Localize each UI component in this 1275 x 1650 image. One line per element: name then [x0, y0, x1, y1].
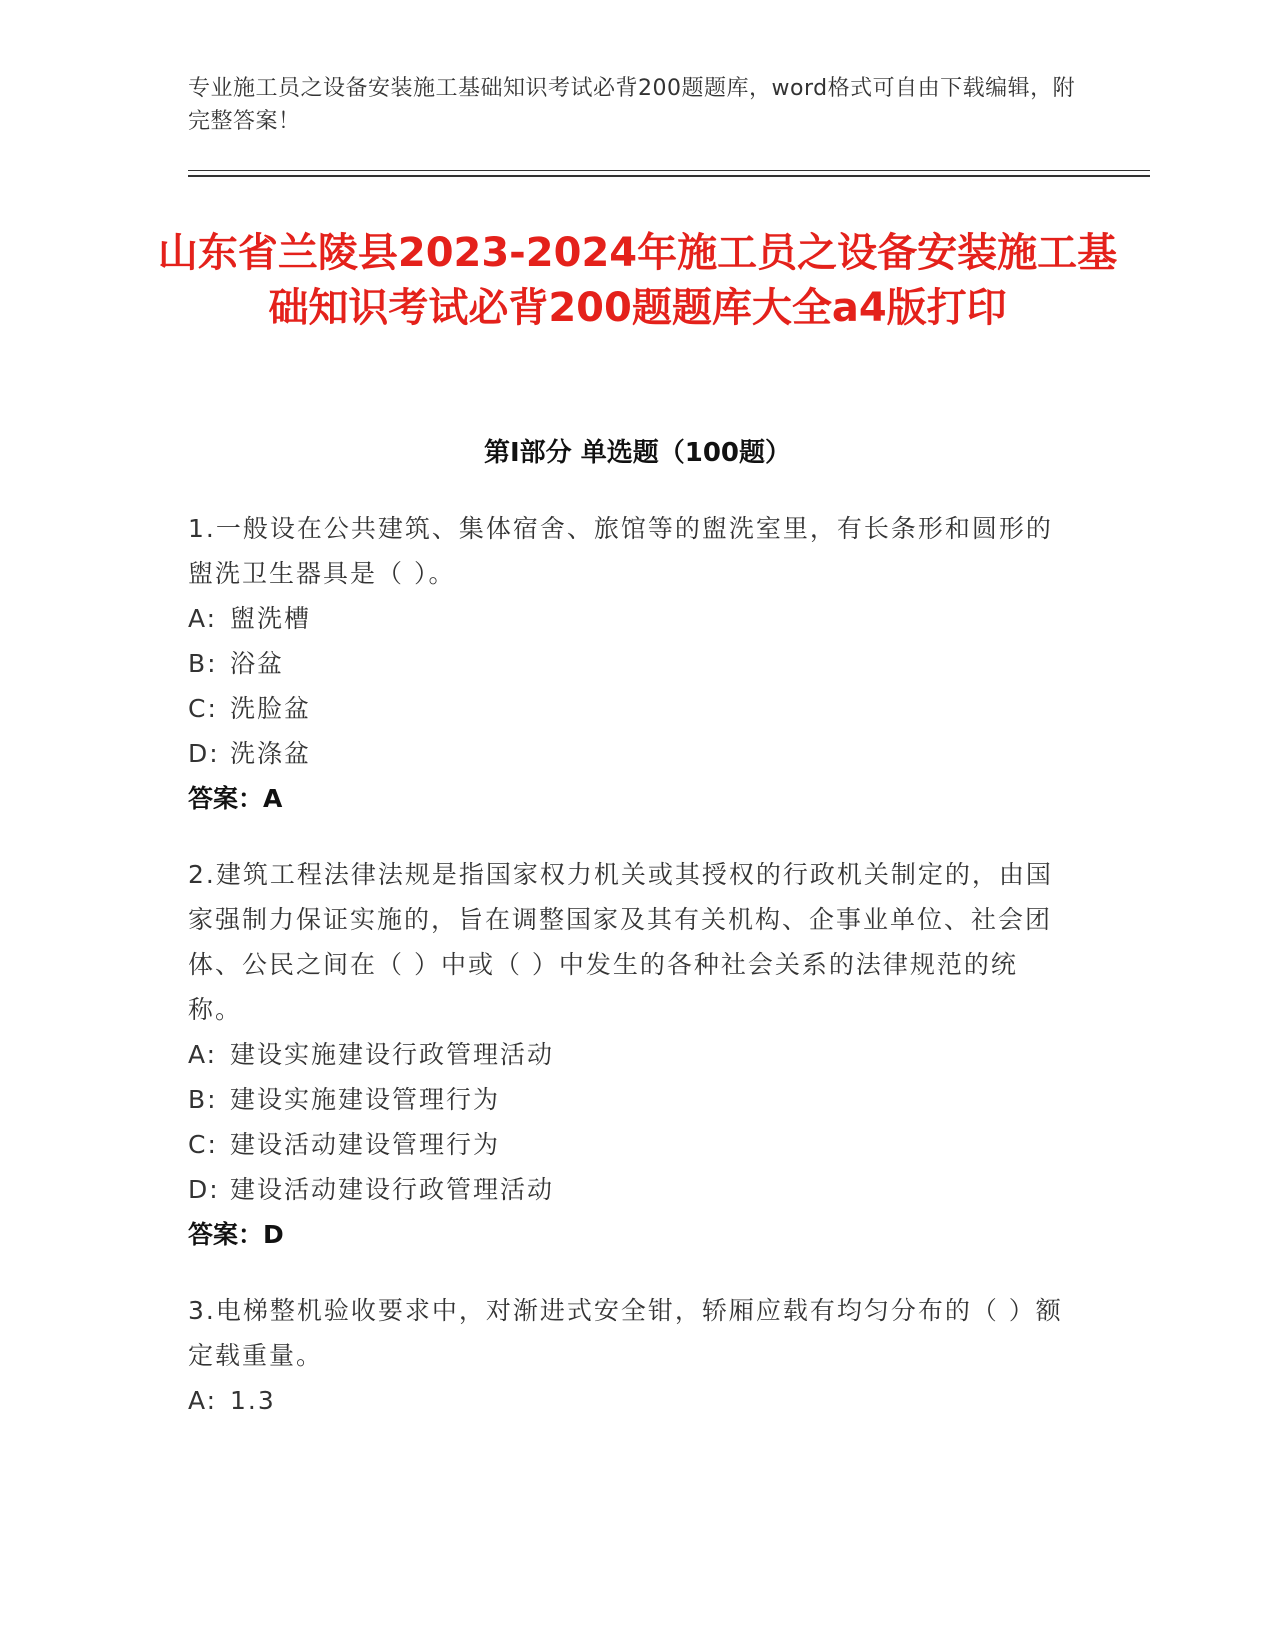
option-c — [188, 686, 1068, 731]
option-text: 盥洗槽 — [230, 604, 312, 633]
question-stem: 3.电梯整机验收要求中，对渐进式安全钳，轿厢应载有均匀分布的（ ）额定载重量。 — [188, 1296, 1063, 1370]
option-text: 洗涤盆 — [230, 739, 312, 768]
option-key: D: — [188, 739, 220, 768]
header-divider-thin — [188, 170, 1150, 171]
option-a — [188, 1378, 1068, 1423]
option-text: 建设活动建设行政管理活动 — [230, 1175, 555, 1204]
option-key: A: — [188, 1386, 218, 1415]
question-stem: 1.一般设在公共建筑、集体宿舍、旅馆等的盥洗室里，有长条形和圆形的盥洗卫生器具是（ ）。 — [188, 514, 1053, 588]
answer: 答案：A — [188, 784, 283, 813]
option-text: 洗脸盆 — [230, 694, 312, 723]
option-key: B: — [188, 1085, 218, 1114]
header-note: 专业施工员之设备安装施工基础知识考试必背200题题库，word格式可自由下载编辑，附完整答案！ — [188, 76, 1076, 134]
option-c — [188, 1122, 1068, 1167]
section-heading: 第Ⅰ部分 单选题（100题） — [484, 438, 791, 468]
option-text: 建设活动建设管理行为 — [230, 1130, 501, 1159]
option-a — [188, 596, 1068, 641]
option-d — [188, 1167, 1068, 1212]
answer: 答案：D — [188, 1220, 284, 1249]
document-title: 山东省兰陵县2023-2024年施工员之设备安装施工基础知识考试必背200题题库大全a4版打印 — [157, 230, 1118, 331]
option-key: C: — [188, 694, 218, 723]
option-text: 1.3 — [230, 1386, 276, 1415]
header-divider-thick — [188, 175, 1150, 177]
question-2 — [188, 852, 1068, 1257]
option-key: C: — [188, 1130, 218, 1159]
option-text: 浴盆 — [230, 649, 285, 678]
option-key: D: — [188, 1175, 220, 1204]
option-key: A: — [188, 1040, 218, 1069]
question-1 — [188, 506, 1068, 821]
option-key: A: — [188, 604, 218, 633]
option-b — [188, 1077, 1068, 1122]
option-a — [188, 1032, 1068, 1077]
option-d — [188, 731, 1068, 776]
question-3 — [188, 1288, 1068, 1423]
option-key: B: — [188, 649, 218, 678]
option-b — [188, 641, 1068, 686]
option-text: 建设实施建设管理行为 — [230, 1085, 501, 1114]
option-text: 建设实施建设行政管理活动 — [230, 1040, 555, 1069]
question-stem: 2.建筑工程法律法规是指国家权力机关或其授权的行政机关制定的，由国家强制力保证实施的，旨在调整国家及其有关机构、企事业单位、社会团体、公民之间在（ ）中或（ ）中发生的各种社会关系的法律规范的统称。 — [188, 860, 1053, 1024]
